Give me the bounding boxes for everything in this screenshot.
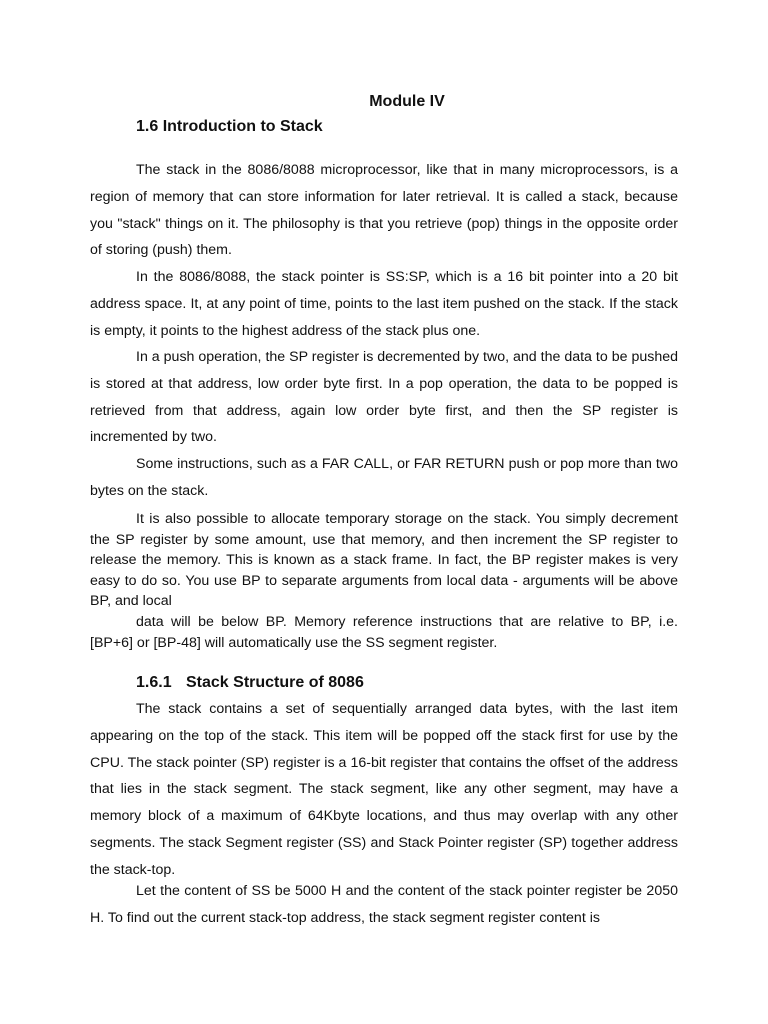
section-title: Stack Structure of 8086 bbox=[186, 674, 364, 691]
paragraph-push-pop-operation: In a push operation, the SP register is decremented by two, and the data to be pushed is stored at that address, low order byte first. In a pop operation, the data to be popped is retrieved from that address, again low order byte first, and then the SP register is incremented by two. bbox=[90, 349, 678, 446]
module-title: Module IV bbox=[369, 93, 445, 110]
section-number: 1.6.1 bbox=[136, 674, 172, 691]
paragraph-far-call-return: Some instructions, such as a FAR CALL, or FAR RETURN push or pop more than two bytes on the stack. bbox=[90, 456, 678, 499]
paragraph-stack-pointer: In the 8086/8088, the stack pointer is SS:SP, which is a 16 bit pointer into a 20 bit address space. It, at any point of time, points to the last item pushed on the stack. If the stack is empty, it points to the highest address of the stack plus one. bbox=[90, 269, 678, 339]
paragraph-stack-top-example: Let the content of SS be 5000 H and the content of the stack pointer register be 2050 H. To find out the current stack-top address, the stack segment register content is bbox=[90, 883, 678, 926]
section-heading-stack-structure bbox=[136, 673, 364, 693]
paragraph-bp-relative: data will be below BP. Memory reference instructions that are relative to BP, i.e. [BP+6] or [BP-48] will automatically use the SS segment register. bbox=[90, 614, 678, 651]
paragraph-stack-frame: It is also possible to allocate temporary storage on the stack. You simply decrement the SP register by some amount, use that memory, and then increment the SP register to release the memory. This is known as a stack frame. In fact, the BP register makes is very easy to do so. You use BP to separate arguments from local data - arguments will be above BP, and local bbox=[90, 511, 678, 609]
section-heading-intro-to-stack: 1.6 Introduction to Stack bbox=[136, 118, 323, 135]
paragraph-stack-definition: The stack in the 8086/8088 microprocessor, like that in many microprocessors, is a region of memory that can store information for later retrieval. It is called a stack, because you "stack" things on it. The philosophy is that you retrieve (pop) things in the opposite order of storing (push) them. bbox=[90, 162, 678, 259]
paragraph-stack-structure: The stack contains a set of sequentially arranged data bytes, with the last item appearing on the top of the stack. This item will be popped off the stack first for use by the CPU. The stack pointer (SP) register is a 16-bit register that contains the offset of the address that lies in the stack segment. The stack segment, like any other segment, may have a memory block of a maximum of 64Kbyte locations, and thus may overlap with any other segments. The stack Segment register (SS) and Stack Pointer register (SP) together address the stack-top. bbox=[90, 701, 678, 878]
